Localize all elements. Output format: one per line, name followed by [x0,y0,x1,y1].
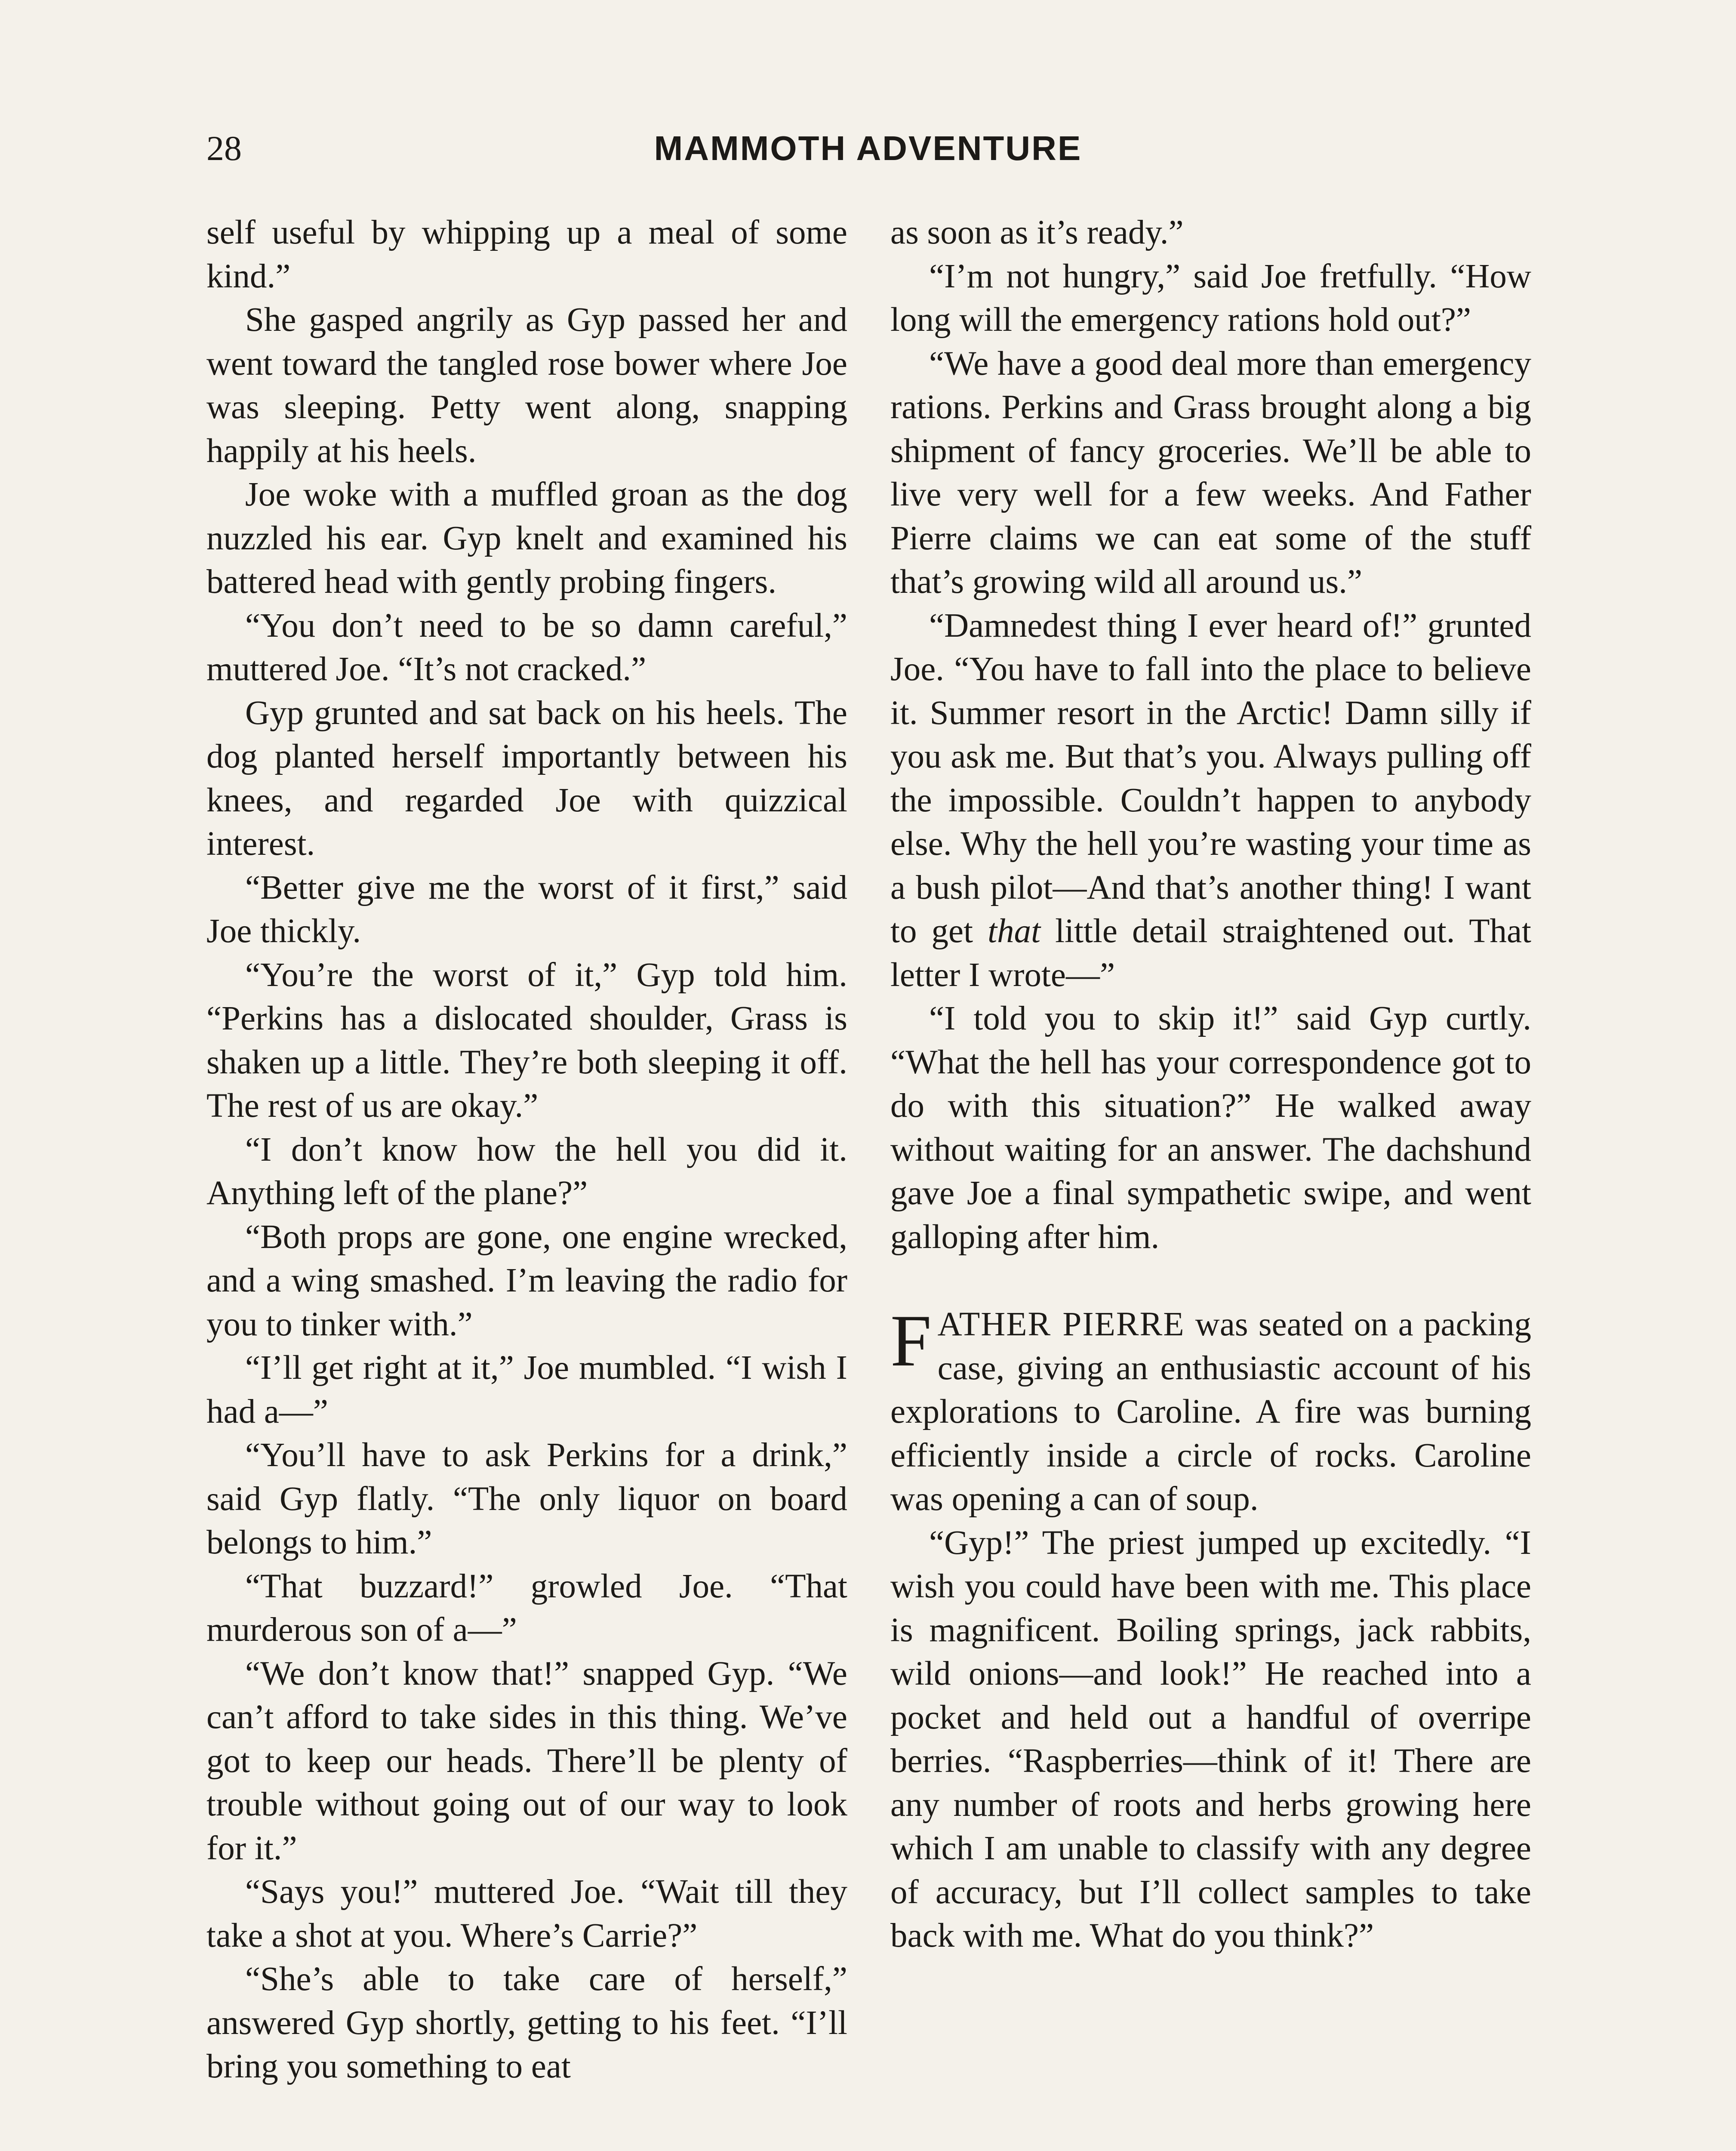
paragraph: “I don’t know how the hell you did it. Anything left of the plane?” [206,1131,847,1212]
lead-in-caps: ATHER PIERRE [937,1306,1185,1343]
paragraph: as soon as it’s ready.” [890,214,1184,251]
paragraph: She gasped angrily as Gyp passed her and went toward the tangled rose bower where Joe was sleeping. Petty went along, snapping happily at his heels. [206,301,847,470]
paragraph: “That buzzard!” growled Joe. “That murderous son of a—” [206,1567,847,1649]
paragraph: “You don’t need to be so damn careful,” muttered Joe. “It’s not cracked.” [206,607,847,688]
paragraph: “You’re the worst of it,” Gyp told him. “Perkins has a dislocated shoulder, Grass is shaken up a little. They’re both sleeping it off. The rest of us are okay.” [206,956,847,1125]
paragraph: “She’s able to take care of herself,” answered Gyp shortly, getting to his feet. “I’ll bring you something to eat [206,1960,847,2085]
paragraph: “Says you!” muttered Joe. “Wait till they take a shot at you. Where’s Carrie?” [206,1873,847,1954]
paragraph: “I’m not hungry,” said Joe fretfully. “How long will the emergency rations hold out?” [890,257,1531,339]
paragraph: “I told you to skip it!” said Gyp curtly. “What the hell has your correspondence got to do with this situation?” He walked away without waiting for an answer. The dachshund gave Joe a final sympathetic swipe, and went galloping after him. [890,1000,1531,1256]
page-number: 28 [206,129,242,168]
drop-cap: F [890,1300,932,1382]
right-column [890,211,1531,1958]
emphasis-word: that [988,912,1041,950]
paragraph: self useful by whipping up a meal of some kind.” [206,214,847,295]
paragraph: Joe woke with a muffled groan as the dog nuzzled his ear. Gyp knelt and examined his battered head with gently probing fingers. [206,476,847,601]
left-column [206,211,847,2089]
section-opening-paragraph [890,1300,1531,1521]
paragraph: “You’ll have to ask Perkins for a drink,” said Gyp flatly. “The only liquor on board belongs to him.” [206,1436,847,1561]
paragraph: “Better give me the worst of it first,” said Joe thickly. [206,869,847,950]
paragraph: “I’ll get right at it,” Joe mumbled. “I wish I had a—” [206,1349,847,1430]
paragraph-text: “Damnedest thing I ever heard of!” grunted Joe. “You have to fall into the place to believe it. Summer resort in the Arctic! Damn silly if you ask me. But that’s you. Always pulling off the impossible. Couldn’t happen to anybody else. Why the hell you’re wasting your time as a bush pilot—And that’s another thing! I want to get [890,607,1531,950]
paragraph-with-emphasis [890,604,1531,997]
paragraph: “Gyp!” The priest jumped up excitedly. “I wish you could have been with me. This place is magnificent. Boiling springs, jack rabbits, wild onions—and look!” He reached into a pocket and held out a handful of overripe berries. “Raspberries—think of it! There are any number of roots and herbs growing here which I am unable to classify with any degree of accuracy, but I’ll collect samples to take back with me. What do you think?” [890,1524,1531,1954]
paragraph: “We don’t know that!” snapped Gyp. “We can’t afford to take sides in this thing. We’ve got to keep our heads. There’ll be plenty of trouble without going out of our way to look for it.” [206,1655,847,1867]
paragraph-text: little detail straightened out. That letter I wrote—” [890,912,1531,994]
page-header [206,125,1530,176]
paragraph: “Both props are gone, one engine wrecked, and a wing smashed. I’m leaving the radio for you to tinker with.” [206,1218,847,1343]
paragraph-text: was seated on a packing case, giving an enthusiastic account of his explorations to Caroline. A fire was burning efficiently inside a circle of rocks. Caroline was opening a can of soup. [890,1306,1531,1518]
running-title: MAMMOTH ADVENTURE [654,129,1082,167]
paragraph: Gyp grunted and sat back on his heels. The dog planted herself importantly between his knees, and regarded Joe with quizzical interest. [206,694,847,863]
paragraph: “We have a good deal more than emergency rations. Perkins and Grass brought along a big shipment of fancy groceries. We’ll be able to live very well for a few weeks. And Father Pierre claims we can eat some of the stuff that’s growing wild all around us.” [890,345,1531,601]
